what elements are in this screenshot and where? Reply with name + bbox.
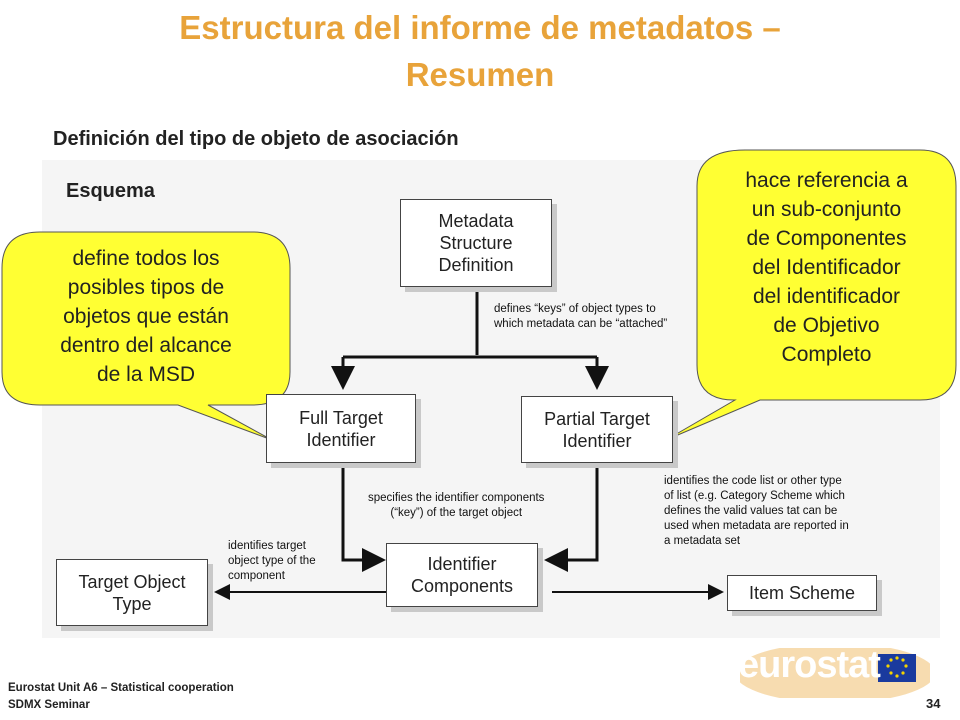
- partial-target-box: Partial Target Identifier: [521, 396, 673, 463]
- callout-left-text: define todos los posibles tipos de objetos que están dentro del alcance de la MSD: [60, 247, 232, 386]
- eurostat-logo-text: eurostat: [738, 644, 880, 686]
- footer-seminar: SDMX Seminar: [8, 699, 90, 711]
- page-title: Estructura del informe de metadatos – Resumen: [179, 9, 781, 93]
- identifier-components-box: Identifier Components: [386, 543, 538, 607]
- msd-box: Metadata Structure Definition: [400, 199, 552, 287]
- section-subtitle: Definición del tipo de objeto de asociación: [53, 128, 459, 150]
- footer-organization: Eurostat Unit A6 – Statistical cooperation: [8, 682, 234, 694]
- arrow-partial-to-components: [550, 463, 597, 560]
- schema-label: Esquema: [66, 180, 155, 202]
- note-defines-keys: defines “keys” of object types to which metadata can be “attached”: [494, 303, 668, 330]
- callout-right-text: hace referencia a un sub-conjunto de Componentes del Identificador del identificador de Objetivo Completo: [745, 169, 908, 366]
- page-number: 34: [926, 696, 941, 711]
- full-target-box: Full Target Identifier: [266, 394, 416, 463]
- note-identifies-target: identifies target object type of the component: [228, 540, 316, 582]
- eurostat-logo: [738, 644, 930, 698]
- note-specifies: specifies the identifier components (“key”) of the target object: [368, 492, 545, 519]
- note-identifies-code-list: identifies the code list or other type of list (e.g. Category Scheme which defines the valid values tat can be used when metadata are reported in a metadata set: [664, 475, 849, 547]
- item-scheme-box: Item Scheme: [727, 575, 877, 611]
- target-object-type-box: Target Object Type: [56, 559, 208, 626]
